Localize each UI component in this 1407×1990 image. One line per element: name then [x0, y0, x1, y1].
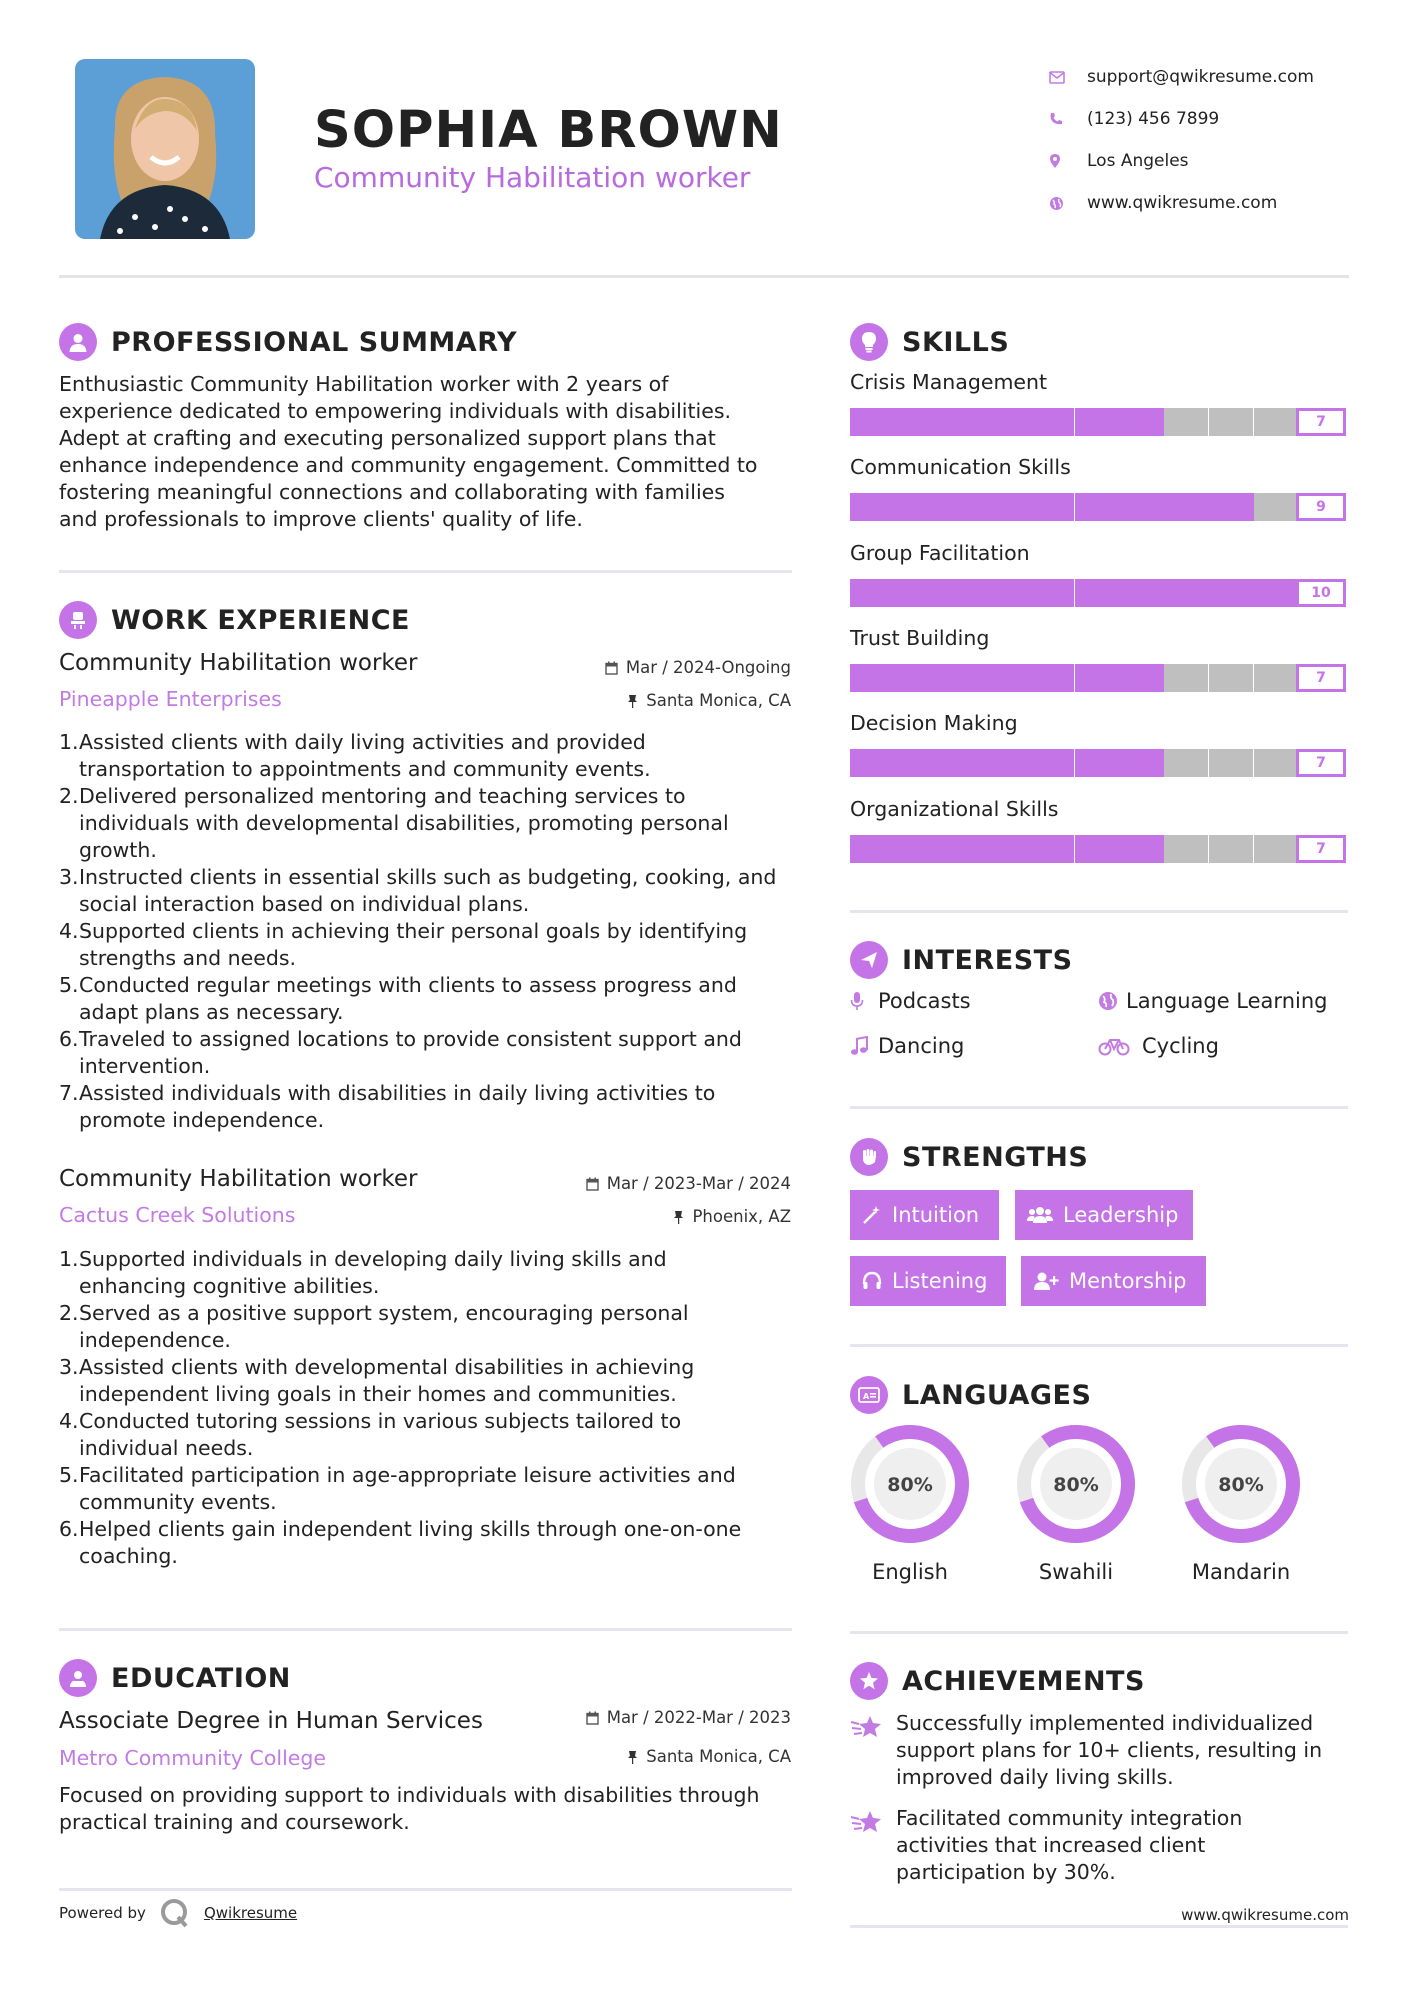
- bullet-line: Helped clients gain independent living skills through one-on-one: [79, 1517, 742, 1541]
- bullet-number: 7.: [59, 1081, 79, 1105]
- calendar-icon: [586, 1177, 599, 1191]
- candidate-title: Community Habilitation worker: [314, 161, 751, 194]
- skill-bar-fill-segment: [985, 579, 1030, 607]
- interests-divider: [850, 1106, 1348, 1109]
- skill-bar-fill-segment: [1164, 493, 1209, 521]
- skill-level-value: 10: [1296, 579, 1346, 607]
- summary-heading: [59, 323, 517, 361]
- strength-tag: [1015, 1190, 1193, 1240]
- language-ring: [1014, 1422, 1138, 1546]
- bullet-number: 4.: [59, 1409, 79, 1433]
- language-ring: [848, 1422, 972, 1546]
- achievement-line: support plans for 10+ clients, resulting in: [896, 1738, 1323, 1762]
- skill-bar-fill-segment: [1030, 579, 1075, 607]
- skill-bar-fill-segment: [1075, 749, 1120, 777]
- footer-website[interactable]: www.qwikresume.com: [1181, 1906, 1349, 1924]
- bullet-line: transportation to appointments and community events.: [79, 757, 651, 781]
- bullet-number: 5.: [59, 1463, 79, 1487]
- strength-tag: [850, 1190, 999, 1240]
- skill-name: Decision Making: [850, 711, 1018, 735]
- achievement-item: [850, 1710, 1350, 1791]
- languages-divider: [850, 1631, 1348, 1634]
- interest-item: [850, 989, 971, 1013]
- strength-label: Intuition: [892, 1203, 980, 1227]
- bullet-line: Conducted tutoring sessions in various subjects tailored to: [79, 1409, 682, 1433]
- interest-label: Podcasts: [878, 989, 971, 1013]
- skill-bar-fill-segment: [985, 408, 1030, 436]
- skill-bar-fill-segment: [985, 664, 1030, 692]
- bullet-line: community events.: [79, 1490, 277, 1514]
- achievement-line: participation by 30%.: [896, 1860, 1116, 1884]
- globe-icon: [1098, 991, 1126, 1011]
- job-location-text: Santa Monica, CA: [646, 691, 791, 710]
- achievements-divider: [850, 1925, 1348, 1928]
- skill-bar-fill-segment: [985, 493, 1030, 521]
- skill-bar-empty-segment: [1164, 749, 1207, 777]
- job-bullet-list: [59, 729, 804, 1134]
- users-icon: [1027, 1205, 1053, 1225]
- skill-bar-fill-segment: [895, 579, 940, 607]
- bullet-line: Delivered personalized mentoring and teaching services to: [79, 784, 686, 808]
- profile-photo: [75, 59, 255, 239]
- svg-text:A: A: [863, 1392, 870, 1401]
- interest-label: Dancing: [878, 1034, 965, 1058]
- envelope-icon: [1049, 71, 1087, 84]
- briefcase-icon: [59, 601, 97, 639]
- skill-bar: [850, 749, 1346, 777]
- contact-email[interactable]: [1049, 56, 1379, 98]
- shooting-star-icon: [850, 1710, 896, 1791]
- bullet-line: Facilitated participation in age-appropriate leisure activities and: [79, 1463, 736, 1487]
- skill-bar-fill-segment: [1119, 749, 1164, 777]
- skill-name: Trust Building: [850, 626, 990, 650]
- language-percent: 80%: [1053, 1474, 1099, 1496]
- pushpin-icon: [673, 1210, 684, 1224]
- job-company: Pineapple Enterprises: [59, 687, 282, 711]
- skill-bar-fill-segment: [1075, 664, 1120, 692]
- work-heading: [59, 601, 410, 639]
- interests-heading: [850, 941, 1073, 979]
- skill-bar: [850, 664, 1346, 692]
- education-heading: [59, 1659, 291, 1697]
- job-bullet: [59, 1246, 804, 1300]
- contact-location-text: Los Angeles: [1087, 151, 1189, 171]
- job-dates-text: Mar / 2023-Mar / 2024: [606, 1174, 791, 1193]
- contact-block: [1049, 56, 1379, 224]
- skill-bar-fill-segment: [985, 835, 1030, 863]
- job-bullet: [59, 1462, 804, 1516]
- skill-bar-fill-segment: [1030, 664, 1075, 692]
- interests-title: INTERESTS: [902, 944, 1073, 976]
- globe-icon: [1049, 196, 1087, 211]
- job-role: Community Habilitation worker: [59, 1166, 418, 1192]
- bullet-line: Assisted clients with developmental disabilities in achieving: [79, 1355, 695, 1379]
- education-line: Focused on providing support to individuals with disabilities through: [59, 1783, 760, 1807]
- education-title: EDUCATION: [111, 1662, 291, 1694]
- job-bullet-list: [59, 1246, 804, 1570]
- bullet-number: 4.: [59, 919, 79, 943]
- language-name: English: [872, 1560, 948, 1584]
- calendar-icon: [586, 1711, 599, 1725]
- language-name: Swahili: [1038, 1560, 1114, 1584]
- shooting-star-icon: [850, 1805, 896, 1886]
- skill-bar: [850, 493, 1346, 521]
- paper-plane-icon: [850, 941, 888, 979]
- bullet-line: Supported clients in achieving their personal goals by identifying: [79, 919, 748, 943]
- job-bullet: [59, 1026, 804, 1080]
- skill-level-value: 7: [1296, 664, 1346, 692]
- interest-label: Language Learning: [1126, 989, 1328, 1013]
- qwikresume-logo-icon: [160, 1898, 190, 1928]
- bullet-text: [79, 1516, 741, 1570]
- bullet-text: [79, 1080, 715, 1134]
- education-location-text: Santa Monica, CA: [646, 1747, 791, 1766]
- skill-bar-fill-segment: [1119, 408, 1164, 436]
- bullet-line: strengths and needs.: [79, 946, 297, 970]
- qwikresume-link[interactable]: Qwikresume: [203, 1904, 298, 1922]
- job-bullet: [59, 1516, 804, 1570]
- pushpin-icon: [627, 694, 638, 708]
- bullet-number: 5.: [59, 973, 79, 997]
- music-note-icon: [850, 1036, 878, 1056]
- skill-bar-fill-segment: [895, 664, 940, 692]
- skill-bar-empty-segment: [1209, 664, 1252, 692]
- bullet-number: 1.: [59, 730, 79, 754]
- bullet-text: [79, 1354, 694, 1408]
- bullet-number: 6.: [59, 1027, 79, 1051]
- strengths-heading: [850, 1138, 1088, 1176]
- skill-bar-fill-segment: [1119, 493, 1164, 521]
- contact-website-text: www.qwikresume.com: [1087, 193, 1278, 213]
- bullet-line: Supported individuals in developing daily living skills and: [79, 1247, 667, 1271]
- bullet-number: 3.: [59, 865, 79, 889]
- summary-line: experience dedicated to empowering individuals with disabilities.: [59, 399, 732, 423]
- bullet-line: individuals with developmental disabilities, promoting personal: [79, 811, 729, 835]
- job-bullet: [59, 1354, 804, 1408]
- skill-bar-fill-segment: [940, 749, 985, 777]
- skill-bar-fill-segment: [1075, 835, 1120, 863]
- skill-bar-fill-segment: [1030, 835, 1075, 863]
- education-line: practical training and coursework.: [59, 1810, 410, 1834]
- achievement-line: activities that increased client: [896, 1833, 1206, 1857]
- degree-name: Associate Degree in Human Services: [59, 1708, 483, 1734]
- bullet-number: 3.: [59, 1355, 79, 1379]
- strengths-divider: [850, 1344, 1348, 1347]
- job-company: Cactus Creek Solutions: [59, 1203, 296, 1227]
- user-plus-icon: [1033, 1271, 1059, 1291]
- interest-item: [850, 1034, 964, 1058]
- skill-name: Organizational Skills: [850, 797, 1059, 821]
- bullet-line: independence.: [79, 1328, 231, 1352]
- achievement-text: [896, 1805, 1242, 1886]
- bullet-text: [79, 729, 651, 783]
- school-name: Metro Community College: [59, 1746, 327, 1770]
- bullet-number: 6.: [59, 1517, 79, 1541]
- skill-bar-empty-segment: [1254, 493, 1297, 521]
- microphone-icon: [850, 991, 878, 1011]
- bullet-text: [79, 783, 729, 864]
- education-dates: [586, 1708, 791, 1727]
- skill-name: Crisis Management: [850, 370, 1048, 394]
- skill-bar-fill-segment: [1030, 493, 1075, 521]
- job-dates: [605, 658, 791, 677]
- languages-heading: [850, 1376, 1091, 1414]
- bullet-line: individual needs.: [79, 1436, 254, 1460]
- skill-bar-fill-segment: [1119, 664, 1164, 692]
- interest-item: [1098, 989, 1327, 1013]
- bullet-line: Instructed clients in essential skills such as budgeting, cooking, and: [79, 865, 777, 889]
- job-bullet: [59, 729, 804, 783]
- map-pin-icon: [1049, 153, 1087, 169]
- bicycle-icon: [1098, 1036, 1142, 1056]
- skill-bar-fill-segment: [940, 835, 985, 863]
- bullet-line: independent living goals in their homes and communities.: [79, 1382, 677, 1406]
- skill-bar-fill-segment: [850, 664, 895, 692]
- skills-divider: [850, 910, 1348, 913]
- skill-bar-fill-segment: [1209, 579, 1254, 607]
- skill-bar-empty-segment: [1254, 664, 1297, 692]
- header-divider: [59, 275, 1349, 278]
- bullet-text: [79, 1026, 742, 1080]
- bullet-line: enhancing cognitive abilities.: [79, 1274, 380, 1298]
- work-divider: [59, 1628, 792, 1631]
- job-dates: [586, 1174, 791, 1193]
- user-circle-icon: [59, 323, 97, 361]
- skill-bar: [850, 835, 1346, 863]
- education-location: [627, 1747, 791, 1766]
- interest-item: [1098, 1034, 1219, 1058]
- contact-phone-text: (123) 456 7899: [1087, 109, 1220, 129]
- contact-website[interactable]: [1049, 182, 1379, 224]
- calendar-icon: [605, 661, 618, 675]
- skill-bar-empty-segment: [1164, 408, 1207, 436]
- summary-line: Adept at crafting and executing personalized support plans that: [59, 426, 716, 450]
- skill-bar-fill-segment: [1075, 408, 1120, 436]
- strength-tag: [1021, 1256, 1206, 1306]
- achievement-text: [896, 1710, 1322, 1791]
- fist-icon: [850, 1138, 888, 1176]
- skill-bar-fill-segment: [940, 493, 985, 521]
- skill-bar-empty-segment: [1209, 835, 1252, 863]
- skill-bar-fill-segment: [895, 408, 940, 436]
- interest-label: Cycling: [1142, 1034, 1219, 1058]
- skill-bar-fill-segment: [940, 579, 985, 607]
- bullet-text: [79, 864, 776, 918]
- job-bullet: [59, 1080, 804, 1134]
- language-icon: [850, 1376, 888, 1414]
- lightbulb-icon: [850, 323, 888, 361]
- star-badge-icon: [850, 1662, 888, 1700]
- contact-phone[interactable]: [1049, 98, 1379, 140]
- bullet-line: adapt plans as necessary.: [79, 1000, 344, 1024]
- skills-heading: [850, 323, 1009, 361]
- language-name: Mandarin: [1191, 1560, 1291, 1584]
- strength-tag: [850, 1256, 1006, 1306]
- phone-icon: [1049, 112, 1087, 126]
- strength-label: Mentorship: [1069, 1269, 1187, 1293]
- bullet-number: 1.: [59, 1247, 79, 1271]
- skill-bar-fill-segment: [940, 664, 985, 692]
- skill-bar-empty-segment: [1254, 749, 1297, 777]
- skill-bar-fill-segment: [1075, 493, 1120, 521]
- skill-bar-fill-segment: [1164, 579, 1209, 607]
- bullet-line: Conducted regular meetings with clients to assess progress and: [79, 973, 737, 997]
- bullet-text: [79, 1462, 736, 1516]
- skill-bar-fill-segment: [895, 493, 940, 521]
- bullet-line: social interaction based on individual plans.: [79, 892, 530, 916]
- bullet-line: Assisted clients with daily living activities and provided: [79, 730, 646, 754]
- job-location: [673, 1207, 791, 1226]
- powered-by-label: Powered by: [59, 1904, 146, 1922]
- education-dates-text: Mar / 2022-Mar / 2023: [606, 1708, 791, 1727]
- skill-bar-empty-segment: [1164, 664, 1207, 692]
- bullet-line: growth.: [79, 838, 157, 862]
- work-title: WORK EXPERIENCE: [111, 604, 410, 636]
- achievement-item: [850, 1805, 1350, 1886]
- skill-bar-fill-segment: [850, 835, 895, 863]
- bullet-line: Served as a positive support system, encouraging personal: [79, 1301, 689, 1325]
- skill-bar: [850, 408, 1346, 436]
- graduate-icon: [59, 1659, 97, 1697]
- bullet-number: 2.: [59, 784, 79, 808]
- skill-bar-empty-segment: [1209, 408, 1252, 436]
- bullet-line: promote independence.: [79, 1108, 325, 1132]
- skill-bar-fill-segment: [850, 408, 895, 436]
- bullet-text: [79, 918, 747, 972]
- strengths-title: STRENGTHS: [902, 1141, 1089, 1173]
- skill-bar-fill-segment: [1030, 749, 1075, 777]
- job-bullet: [59, 918, 804, 972]
- pushpin-icon: [627, 1750, 638, 1764]
- job-location: [627, 691, 791, 710]
- contact-location: [1049, 140, 1379, 182]
- magic-wand-icon: [862, 1205, 882, 1225]
- skill-bar-fill-segment: [985, 749, 1030, 777]
- job-location-text: Phoenix, AZ: [692, 1207, 791, 1226]
- job-bullet: [59, 1408, 804, 1462]
- skill-bar-empty-segment: [1254, 835, 1297, 863]
- skill-bar-fill-segment: [895, 749, 940, 777]
- bullet-text: [79, 1408, 681, 1462]
- skill-bar-fill-segment: [1119, 835, 1164, 863]
- summary-text: [59, 371, 799, 533]
- powered-by: [59, 1898, 297, 1928]
- summary-line: fostering meaningful connections and collaborating with families: [59, 480, 725, 504]
- bullet-line: Traveled to assigned locations to provide consistent support and: [79, 1027, 742, 1051]
- contact-email-text: support@qwikresume.com: [1087, 67, 1314, 87]
- skill-bar-fill-segment: [895, 835, 940, 863]
- skill-bar-fill-segment: [1254, 579, 1299, 607]
- skill-bar-fill-segment: [1209, 493, 1254, 521]
- skill-level-value: 9: [1296, 493, 1346, 521]
- education-divider: [59, 1888, 792, 1891]
- skill-name: Group Facilitation: [850, 541, 1030, 565]
- skill-level-value: 7: [1296, 408, 1346, 436]
- bullet-line: coaching.: [79, 1544, 178, 1568]
- achievement-line: Facilitated community integration: [896, 1806, 1243, 1830]
- achievement-line: Successfully implemented individualized: [896, 1711, 1314, 1735]
- job-bullet: [59, 1300, 804, 1354]
- language-ring: [1179, 1422, 1303, 1546]
- achievement-line: improved daily living skills.: [896, 1765, 1174, 1789]
- strength-label: Listening: [892, 1269, 988, 1293]
- bullet-line: Assisted individuals with disabilities in daily living activities to: [79, 1081, 716, 1105]
- summary-line: Enthusiastic Community Habilitation worker with 2 years of: [59, 372, 669, 396]
- bullet-number: 2.: [59, 1301, 79, 1325]
- language-percent: 80%: [887, 1474, 933, 1496]
- job-bullet: [59, 783, 804, 864]
- summary-line: enhance independence and community engagement. Committed to: [59, 453, 758, 477]
- skill-level-value: 7: [1296, 749, 1346, 777]
- summary-line: and professionals to improve clients' quality of life.: [59, 507, 583, 531]
- job-role: Community Habilitation worker: [59, 650, 418, 676]
- languages-title: LANGUAGES: [902, 1379, 1092, 1411]
- education-description: [59, 1782, 804, 1836]
- language-percent: 80%: [1218, 1474, 1264, 1496]
- strength-label: Leadership: [1063, 1203, 1179, 1227]
- skill-bar-fill-segment: [1075, 579, 1120, 607]
- skill-bar-fill-segment: [940, 408, 985, 436]
- candidate-name: SOPHIA BROWN: [314, 101, 783, 160]
- skill-bar-fill-segment: [850, 579, 895, 607]
- skill-bar-fill-segment: [850, 493, 895, 521]
- summary-title: PROFESSIONAL SUMMARY: [111, 326, 518, 358]
- bullet-text: [79, 972, 737, 1026]
- skill-name: Communication Skills: [850, 455, 1071, 479]
- achievements-title: ACHIEVEMENTS: [902, 1665, 1145, 1697]
- skill-bar-empty-segment: [1164, 835, 1207, 863]
- bullet-text: [79, 1300, 689, 1354]
- skill-bar-fill-segment: [850, 749, 895, 777]
- skills-title: SKILLS: [902, 326, 1010, 358]
- summary-divider: [59, 570, 792, 573]
- skill-level-value: 7: [1296, 835, 1346, 863]
- skill-bar-empty-segment: [1209, 749, 1252, 777]
- job-dates-text: Mar / 2024-Ongoing: [625, 658, 791, 677]
- skill-bar-fill-segment: [1030, 408, 1075, 436]
- achievements-heading: [850, 1662, 1145, 1700]
- bullet-line: intervention.: [79, 1054, 211, 1078]
- skill-bar: [850, 579, 1346, 607]
- bullet-text: [79, 1246, 667, 1300]
- skill-bar-fill-segment: [1119, 579, 1164, 607]
- skill-bar-empty-segment: [1254, 408, 1297, 436]
- job-bullet: [59, 864, 804, 918]
- job-bullet: [59, 972, 804, 1026]
- headphones-icon: [862, 1271, 882, 1291]
